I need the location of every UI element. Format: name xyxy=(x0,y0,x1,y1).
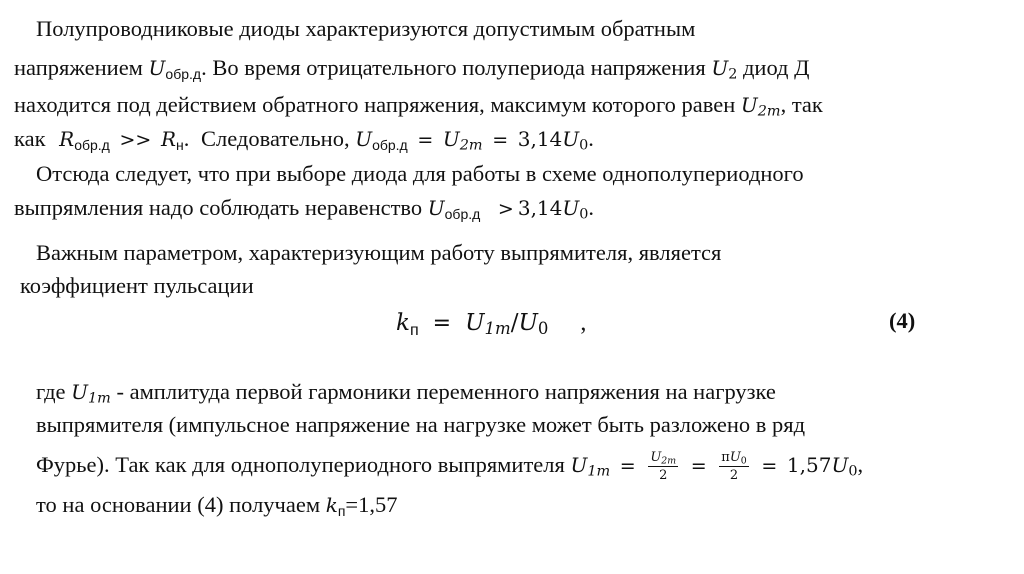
p1-line3-suffix: , так xyxy=(780,92,823,117)
paragraph1-line4: как $R_{обр.д} >> R_н$. Следовательно, $U_{обр.д} = U_{2m} = 3,14U_0$. xyxy=(14,126,594,154)
paragraph3-line2 xyxy=(20,271,254,301)
p1-line2-text: . Во время отрицательного полупериода напряжения xyxy=(201,55,706,80)
fraction-pi-u0-over-2: $\frac{\pi U_0}{2}$ xyxy=(721,450,747,484)
p1-line4-mid: Следовательно, xyxy=(201,126,350,151)
paragraph2-line1 xyxy=(36,159,804,189)
symbol-r-obr-d: $R_{обр.д}$ xyxy=(59,127,110,154)
p3-line2-text: коэффициент пульсации xyxy=(20,273,254,298)
symbol-u2m: $U_{2m}$ xyxy=(740,93,781,120)
much-greater-sign: >> xyxy=(119,129,152,151)
symbol-u-obr-d-2: $U_{обр.д}$ xyxy=(355,127,408,154)
symbol-k-p-2: $k_п$ xyxy=(325,493,346,520)
paragraph4-line3: Фурье). Так как для однополупериодного выпрямителя $U_{1m}$ = $\frac{U_{2m}}{2}$ = $\frac{\pi U_0}{2}$ = $1,57U_0$, xyxy=(36,450,864,484)
symbol-r-n: $R_н$ xyxy=(160,127,184,154)
p2-line2-value: 3,14 xyxy=(517,196,563,220)
p4-line2-text: выпрямителя (импульсное напряжение на нагрузке может быть разложено в ряд xyxy=(36,412,806,437)
symbol-u0-3: $U_0$ xyxy=(518,310,549,339)
p1-line1-text: Полупроводниковые диоды характеризуются допустимым обратным xyxy=(36,16,696,41)
p4-line3-prefix: Фурье). Так как для однополупериодного выпрямителя xyxy=(36,452,565,477)
equation-number: (4) xyxy=(889,308,916,333)
p2-line1-text: Отсюда следует, что при выборе диода для работы в схеме однополупериодного xyxy=(36,161,804,186)
p4-line1-text: - амплитуда первой гармоники переменного напряжения на нагрузке xyxy=(116,379,776,404)
p1-line3-prefix: находится под действием обратного напряжения, максимум которого равен xyxy=(14,92,736,117)
p1-line4-value: 3,14 xyxy=(517,127,563,151)
p4-line1-prefix: где xyxy=(36,379,66,404)
paragraph4-line1 xyxy=(36,377,776,407)
p4-line4-value: =1,57 xyxy=(345,492,398,517)
symbol-u-obr-d: $U_{обр.д}$ xyxy=(148,56,202,83)
symbol-u1m-2: $U_{1m}$ xyxy=(71,380,111,407)
symbol-u2: $U_2$ xyxy=(711,56,738,83)
p1-line2-prefix: напряжением xyxy=(14,55,143,80)
paragraph4-line2 xyxy=(36,410,805,440)
p1-line4-prefix: как xyxy=(14,126,46,151)
p4-line4-prefix: то на основании (4) получаем xyxy=(36,492,321,517)
paragraph2-line2: выпрямления надо соблюдать неравенство $U_{обр.д} > 3,14U_0$. xyxy=(14,195,595,223)
p4-line3-value: 1,57 xyxy=(786,453,832,477)
paragraph1-line2 xyxy=(14,53,809,83)
symbol-u1m: $U_{1m}$ xyxy=(465,310,511,339)
paragraph1-line1 xyxy=(36,14,695,44)
paragraph4-line4 xyxy=(36,490,398,520)
symbol-u0-4: $U_0$ xyxy=(831,453,858,480)
symbol-u2m-2: $U_{2m}$ xyxy=(442,127,483,154)
p1-line2-suffix: диод Д xyxy=(742,55,810,80)
paragraph3-line1 xyxy=(36,238,721,268)
symbol-k-p: $k_п$ xyxy=(396,310,419,339)
p2-line2-prefix: выпрямления надо соблюдать неравенство xyxy=(14,195,423,220)
symbol-u1m-3: $U_{1m}$ xyxy=(570,453,611,480)
symbol-u-obr-d-3: $U_{обр.д}$ xyxy=(427,196,481,223)
symbol-u0-2: $U_0$ xyxy=(562,196,589,223)
paragraph1-line3 xyxy=(14,90,823,120)
equation-4: $k_п = U_{1m}/U_0$ , xyxy=(396,310,587,339)
p3-line1-text: Важным параметром, характеризующим работу выпрямителя, является xyxy=(36,240,722,265)
fraction-u2m-over-2: $\frac{U_{2m}}{2}$ xyxy=(650,450,677,484)
symbol-u0: $U_0$ xyxy=(562,127,589,154)
